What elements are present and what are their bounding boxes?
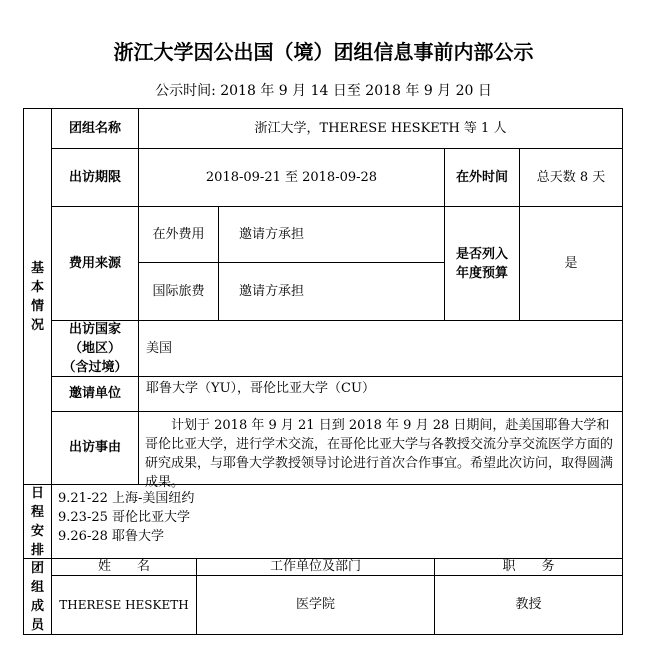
time-abroad-label: 在外时间 — [455, 169, 508, 185]
budget-label-line: 年度预算 — [455, 265, 508, 281]
inviter-value: 耶鲁大学（YU），哥伦比亚大学（CU） — [146, 381, 375, 396]
country-label-line: （地区） — [68, 341, 121, 356]
schedule-list — [52, 485, 622, 558]
inviter-label: 邀请单位 — [68, 386, 121, 401]
group-name-label: 团组名称 — [68, 120, 121, 136]
intl-travel-label: 国际旅费 — [152, 283, 205, 299]
section-label-char: 本 — [30, 279, 44, 295]
column-header-title: 职 务 — [502, 559, 555, 574]
section-label-char: 情 — [30, 298, 44, 314]
section-label-char: 况 — [30, 317, 44, 333]
overseas-cost-label: 在外费用 — [152, 226, 205, 242]
schedule-item: 9.26-28 耶鲁大学 — [58, 529, 165, 544]
table-border — [23, 634, 623, 635]
overseas-cost-value: 邀请方承担 — [239, 226, 305, 242]
publication-period: 公示时间: 2018 年 9 月 14 日至 2018 年 9 月 20 日 — [155, 83, 492, 99]
table-border — [622, 108, 623, 635]
country-label — [52, 321, 138, 376]
period-value: 2018-09-21 至 2018-09-28 — [205, 169, 378, 185]
section-label-schedule — [24, 485, 51, 558]
member-title: 教授 — [515, 597, 542, 612]
country-label-line: （含过境） — [62, 360, 128, 375]
schedule-item: 9.23-25 哥伦比亚大学 — [58, 510, 191, 525]
section-label-char: 团 — [30, 560, 44, 576]
time-abroad-value: 总天数 8 天 — [536, 169, 606, 185]
section-label-char: 组 — [30, 579, 44, 595]
section-label-char: 安 — [30, 523, 44, 539]
reason-label: 出访事由 — [68, 440, 121, 455]
column-header-unit: 工作单位及部门 — [269, 559, 361, 574]
period-label: 出访期限 — [68, 169, 121, 185]
section-label-basic-info — [24, 109, 51, 484]
group-name-value: 浙江大学，THERESE HESKETH 等 1 人 — [254, 120, 507, 136]
reason-value: 计划于 2018 年 9 月 21 日到 2018 年 9 月 28 日期间，赴美国耶鲁大学和哥伦比亚大学，进行学术交流，在哥伦比亚大学与各教授交流分享交流医学方面的研究成果，与耶鲁大学教授领导讨论进行首次合作事宜。希望此次访问，取得圆满成果。 — [145, 418, 614, 490]
member-name: THERESE HESKETH — [59, 598, 189, 612]
country-label-line: 出访国家 — [68, 322, 121, 337]
intl-travel-value: 邀请方承担 — [239, 283, 305, 299]
section-label-char: 程 — [30, 504, 44, 520]
budget-label — [445, 207, 519, 320]
section-label-char: 基 — [30, 260, 44, 276]
section-label-members — [24, 559, 51, 634]
info-table — [23, 108, 623, 635]
section-label-char: 员 — [30, 617, 44, 633]
budget-value: 是 — [564, 255, 578, 271]
page-title: 浙江大学因公出国（境）团组信息事前内部公示 — [113, 40, 534, 64]
section-label-char: 排 — [30, 542, 44, 558]
member-unit: 医学院 — [295, 597, 335, 612]
column-header-name: 姓 名 — [97, 559, 150, 574]
funding-label: 费用来源 — [68, 255, 121, 271]
country-value: 美国 — [146, 340, 173, 356]
schedule-item: 9.21-22 上海-美国纽约 — [58, 491, 195, 506]
budget-label-line: 是否列入 — [455, 246, 508, 262]
section-label-char: 成 — [30, 598, 44, 614]
section-label-char: 日 — [30, 485, 44, 501]
